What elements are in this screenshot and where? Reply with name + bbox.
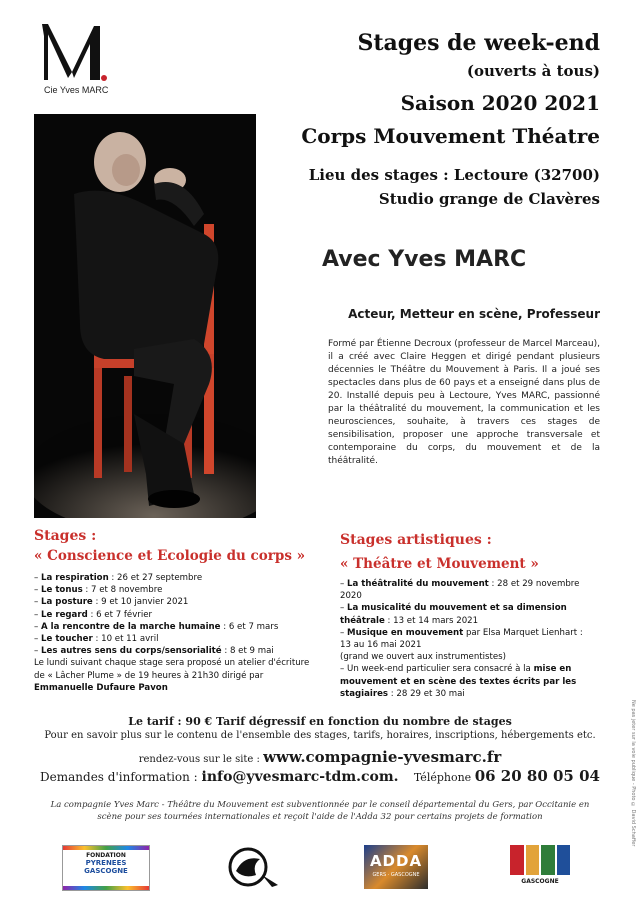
tarif-line: Le tarif : 90 € Tarif dégressif en fonction du nombre de stages [128,715,512,728]
company-caption: Cie Yves MARC [44,85,109,95]
list-item: – Les autres sens du corps/sensorialité : 8 et 9 mai [34,646,274,657]
list-item: – La respiration : 26 et 27 septembre [34,573,203,583]
venue-line-2: Studio grange de Clavères [378,190,600,208]
theme-title: Corps Mouvement Théatre [301,124,600,148]
list-item: – La musicalité du mouvement et sa dimension théâtrale : 13 et 14 mars 2021 [340,603,567,626]
teacher-roles: Acteur, Metteur en scène, Professeur [348,307,600,321]
stages-left-subtitle: « Conscience et Ecologie du corps » [34,548,306,564]
list-item: – La posture : 9 et 10 janvier 2021 [34,597,189,608]
contact-label: Demandes d'information : [40,770,202,784]
list-item: – Un week-end particulier sera consacré à la mise en mouvement et en scène des textes écrits par les stagiaires : 28 29 et 30 mai [340,664,577,699]
fondation-logo: FONDATION PYRENEES GASCOGNE [62,845,150,891]
season-title: Saison 2020 2021 [400,91,600,115]
list-item: – Musique en mouvement par Elsa Marquet Lienhart : 13 au 16 mai 2021 (grand we ouvert aux instrumentistes) [340,627,583,663]
stages-right-subtitle: « Théâtre et Mouvement » [340,556,539,572]
website-row [0,748,640,766]
stages-left-list [34,572,320,694]
gers-department-logo [222,845,282,889]
gers-gascogne-logo: GASCOGNE [510,845,570,889]
phone-label: Téléphone [413,771,475,784]
website-label: rendez-vous sur le site : [138,754,264,765]
portrait-photo [34,114,256,518]
stages-right-title: Stages artistiques : [340,532,492,548]
writing-workshop-note: Le lundi suivant chaque stage sera proposé un atelier d'écriture de « Lâcher Plume » de 19 heures à 21h30 dirigé par [34,658,310,681]
funding-note: La compagnie Yves Marc - Théâtre du Mouvement est subventionnée par le conseil départemental du Gers, par Occitanie en scène pour ses tournées internationales et reçoit l'aide de l'Adda 32 pour certains projets de formation [50,800,590,822]
list-item: – A la rencontre de la marche humaine : 6 et 7 mars [34,621,279,632]
contact-email[interactable]: info@yvesmarc-tdm.com. [201,769,399,785]
teacher-name: Avec Yves MARC [322,247,527,272]
stages-left-title: Stages : [34,528,97,544]
company-logo [38,22,108,84]
page-subtitle: (ouverts à tous) [466,62,600,80]
list-item: – La théâtralité du mouvement : 28 et 29 novembre 2020 [340,579,580,602]
adda-logo: ADDA GERS · GASCOGNE [364,845,428,889]
contact-row [0,767,640,785]
list-item: – Le regard : 6 et 7 février [34,609,153,620]
stages-right-list [340,578,602,700]
list-item: – Le tonus : 7 et 8 novembre [34,585,163,596]
venue-line-1: Lieu des stages : Lectoure (32700) [308,166,600,184]
teacher-bio: Formé par Étienne Decroux (professeur de Marcel Marceau), il a créé avec Claire Heggen et dirigé pendant plusieurs décennies le Théâtre du Mouvement à Paris. Il a joué ses spectacles dans plus de 60 pays et a enseigné dans plus de 20. Installé depuis peu à Lectoure, Yves MARC, passionné par la théâtralité du mouvement, la communication et les neurosciences, souhaite, à travers ces stages de sensibilisation, proposer une approche transversale et contemporaine du corps, du mouvement et de la théâtralité. [328,339,600,466]
info-line: Pour en savoir plus sur le contenu de l'ensemble des stages, tarifs, horaires, inscriptions, hébergements etc. [44,730,596,741]
page-title: Stages de week-end [357,30,600,56]
side-credit: Ne pas jeter sur la voie publique - Photo © David Schaffer [630,700,636,847]
workshop-leader: Emmanuelle Dufaure Pavon [34,682,168,693]
phone-number[interactable]: 06 20 80 05 04 [474,767,600,785]
list-item: – Le toucher : 10 et 11 avril [34,634,159,645]
website-link[interactable]: www.compagnie-yvesmarc.fr [263,748,502,766]
